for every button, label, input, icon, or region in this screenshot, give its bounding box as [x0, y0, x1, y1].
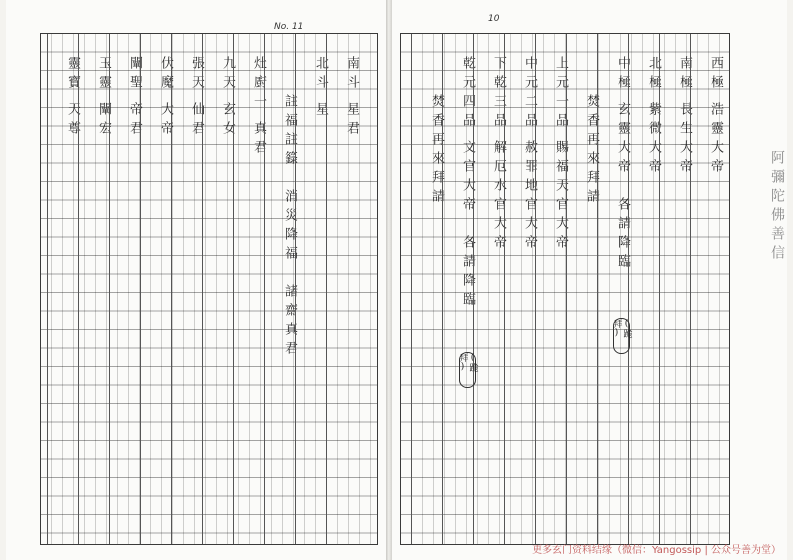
left-column-heading: 北斗 [313, 56, 328, 94]
left-column [140, 34, 172, 544]
right-column [659, 34, 691, 544]
right-column-heading: 南極 [677, 56, 692, 94]
right-column-text: 焚香再來拜請 [429, 94, 444, 208]
left-column-text: 玄女 [220, 102, 235, 140]
right-column [473, 34, 505, 544]
right-column-text: 玄靈大帝 各請降臨 [615, 102, 630, 273]
left-column-text: 星 [313, 102, 328, 121]
right-column [628, 34, 660, 544]
left-column [78, 34, 110, 544]
left-column [202, 34, 234, 544]
right-column-text: 赦罪地官大帝 [522, 140, 537, 254]
left-column-heading: 南斗 [344, 56, 359, 94]
left-column [47, 34, 79, 544]
right-manuscript-grid [400, 33, 730, 545]
right-column-heading: 西極 [708, 56, 723, 94]
left-column-text: 天尊 [65, 102, 80, 140]
right-column-heading: 上元一品 [553, 56, 568, 132]
left-column [264, 34, 296, 544]
left-column-text: 星君 [344, 102, 359, 140]
right-column [504, 34, 536, 544]
left-column [326, 34, 358, 544]
right-column-heading: 北極 [646, 56, 661, 94]
left-page [6, 0, 386, 560]
left-column-text: 註福註籙 消災降福 諸齋真君 [282, 94, 297, 360]
right-column-text: 解厄水官大帝 [491, 140, 506, 254]
right-column-text: 長生大帝 [677, 102, 692, 178]
right-column-heading: 乾元四品 [460, 56, 475, 132]
left-column-text: 大帝 [158, 102, 173, 140]
left-column-heading: 靈寶 [65, 56, 80, 94]
right-column-text: 焚香再來拜請 [584, 94, 599, 208]
left-column-text: 闡宏 [96, 102, 111, 140]
left-column-heading: 伏魔 [158, 56, 173, 94]
right-column [566, 34, 598, 544]
right-page [392, 0, 787, 560]
right-column [411, 34, 443, 544]
right-column [535, 34, 567, 544]
left-column [295, 34, 327, 544]
kneel-seal: (跪拜) [459, 352, 476, 388]
left-column-heading: 玉靈 [96, 56, 111, 94]
right-column [690, 34, 722, 544]
left-column-heading: 張天 [189, 56, 204, 94]
left-column [233, 34, 265, 544]
left-column-heading: 灶廚一 [251, 56, 266, 113]
left-column-heading: 闡聖 [127, 56, 142, 94]
left-column-text: 帝君 [127, 102, 142, 140]
right-column [442, 34, 474, 544]
right-column-heading: 中極 [615, 56, 630, 94]
left-column [109, 34, 141, 544]
left-column-heading: 九天 [220, 56, 235, 94]
right-column-heading: 下乾三品 [491, 56, 506, 132]
right-column-heading: 中元二品 [522, 56, 537, 132]
right-column [597, 34, 629, 544]
left-column-text: 仙君 [189, 102, 204, 140]
right-page-number: 10 [488, 14, 500, 24]
right-column-text: 文官大帝 各請降臨 [460, 140, 475, 311]
footer-watermark: 更多玄门资料结缘（微信：Yangossip | 公众号善为堂） [532, 545, 781, 556]
left-page-number: No. 11 [274, 22, 304, 32]
right-column-text: 紫微大帝 [646, 102, 661, 178]
kneel-seal: (跪拜) [613, 318, 630, 354]
right-column-text: 賜福天官大帝 [553, 140, 568, 254]
left-manuscript-grid [40, 33, 378, 545]
right-column-text: 浩靈大帝 [708, 102, 723, 178]
page-edge-text: 阿彌陀佛善信 [769, 150, 785, 264]
left-column-text: 真君 [251, 121, 266, 159]
left-column [171, 34, 203, 544]
